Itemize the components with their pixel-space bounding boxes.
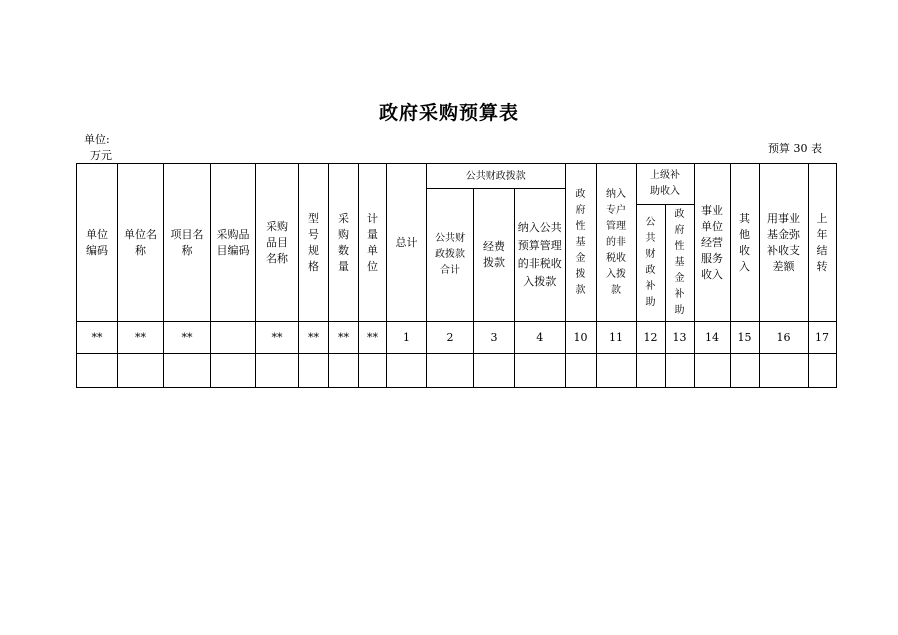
header-nontax: 纳入公共预算管理的非税收入拨款 <box>515 189 566 322</box>
data-cell[interactable] <box>329 354 359 388</box>
unit-value: 万元 <box>90 149 112 162</box>
procurement-budget-table <box>76 163 837 388</box>
data-cell[interactable] <box>427 354 474 388</box>
header-other-income: 其他收入 <box>730 164 759 322</box>
index-cell: 11 <box>596 322 636 354</box>
data-cell[interactable] <box>515 354 566 388</box>
header-fund-grant: 政府性基金拨款 <box>565 164 596 322</box>
data-cell[interactable] <box>730 354 759 388</box>
data-cell[interactable] <box>256 354 299 388</box>
data-cell[interactable] <box>359 354 387 388</box>
index-cell: ** <box>77 322 118 354</box>
data-cell[interactable] <box>759 354 808 388</box>
header-public-finance-total: 公共财政拨款合计 <box>427 189 474 322</box>
header-fund-subsidy: 政府性基金补助 <box>665 205 694 322</box>
index-cell: 14 <box>694 322 730 354</box>
header-catalog-name: 采购品目名称 <box>256 164 299 322</box>
unit-label <box>84 132 112 164</box>
header-unit-code: 单位编码 <box>77 164 118 322</box>
page-title: 政府采购预算表 <box>378 102 519 124</box>
index-cell: 13 <box>665 322 694 354</box>
data-cell[interactable] <box>665 354 694 388</box>
data-cell[interactable] <box>387 354 427 388</box>
header-item-name: 项目名称 <box>164 164 211 322</box>
table-number: 预算 30 表 <box>768 142 822 155</box>
index-cell: 10 <box>565 322 596 354</box>
unit-label-text: 单位: <box>84 133 110 146</box>
index-cell: 3 <box>474 322 515 354</box>
data-cell[interactable] <box>118 354 164 388</box>
index-row <box>77 322 837 354</box>
index-cell: ** <box>329 322 359 354</box>
index-cell: ** <box>299 322 329 354</box>
header-funds: 经费拨款 <box>474 189 515 322</box>
data-cell[interactable] <box>596 354 636 388</box>
index-cell: 1 <box>387 322 427 354</box>
data-cell[interactable] <box>694 354 730 388</box>
data-cell[interactable] <box>164 354 211 388</box>
index-cell <box>211 322 256 354</box>
header-superior: 上级补助收入 <box>636 164 694 205</box>
header-unit-name: 单位名称 <box>118 164 164 322</box>
index-cell: 15 <box>730 322 759 354</box>
header-qty: 采购数量 <box>329 164 359 322</box>
header-deficit: 用事业基金弥补收支差额 <box>759 164 808 322</box>
index-cell: 4 <box>515 322 566 354</box>
index-cell: 16 <box>759 322 808 354</box>
index-cell: ** <box>359 322 387 354</box>
header-service-income: 事业单位经营服务收入 <box>694 164 730 322</box>
header-special-nontax: 纳入专户管理的非税收入拨款 <box>596 164 636 322</box>
header-public-finance: 公共财政拨款 <box>427 164 566 189</box>
data-cell[interactable] <box>808 354 836 388</box>
header-catalog-code: 采购品目编码 <box>211 164 256 322</box>
index-cell: 12 <box>636 322 665 354</box>
index-cell: ** <box>118 322 164 354</box>
header-measure: 计量单位 <box>359 164 387 322</box>
index-cell: 2 <box>427 322 474 354</box>
header-carryover: 上年结转 <box>808 164 836 322</box>
index-cell: ** <box>256 322 299 354</box>
data-cell[interactable] <box>211 354 256 388</box>
data-cell[interactable] <box>636 354 665 388</box>
header-public-subsidy: 公共财政补助 <box>636 205 665 322</box>
data-cell[interactable] <box>474 354 515 388</box>
data-cell[interactable] <box>565 354 596 388</box>
header-total: 总计 <box>387 164 427 322</box>
table-row <box>77 354 837 388</box>
header-spec: 型号规格 <box>299 164 329 322</box>
data-cell[interactable] <box>77 354 118 388</box>
index-cell: 17 <box>808 322 836 354</box>
index-cell: ** <box>164 322 211 354</box>
data-cell[interactable] <box>299 354 329 388</box>
